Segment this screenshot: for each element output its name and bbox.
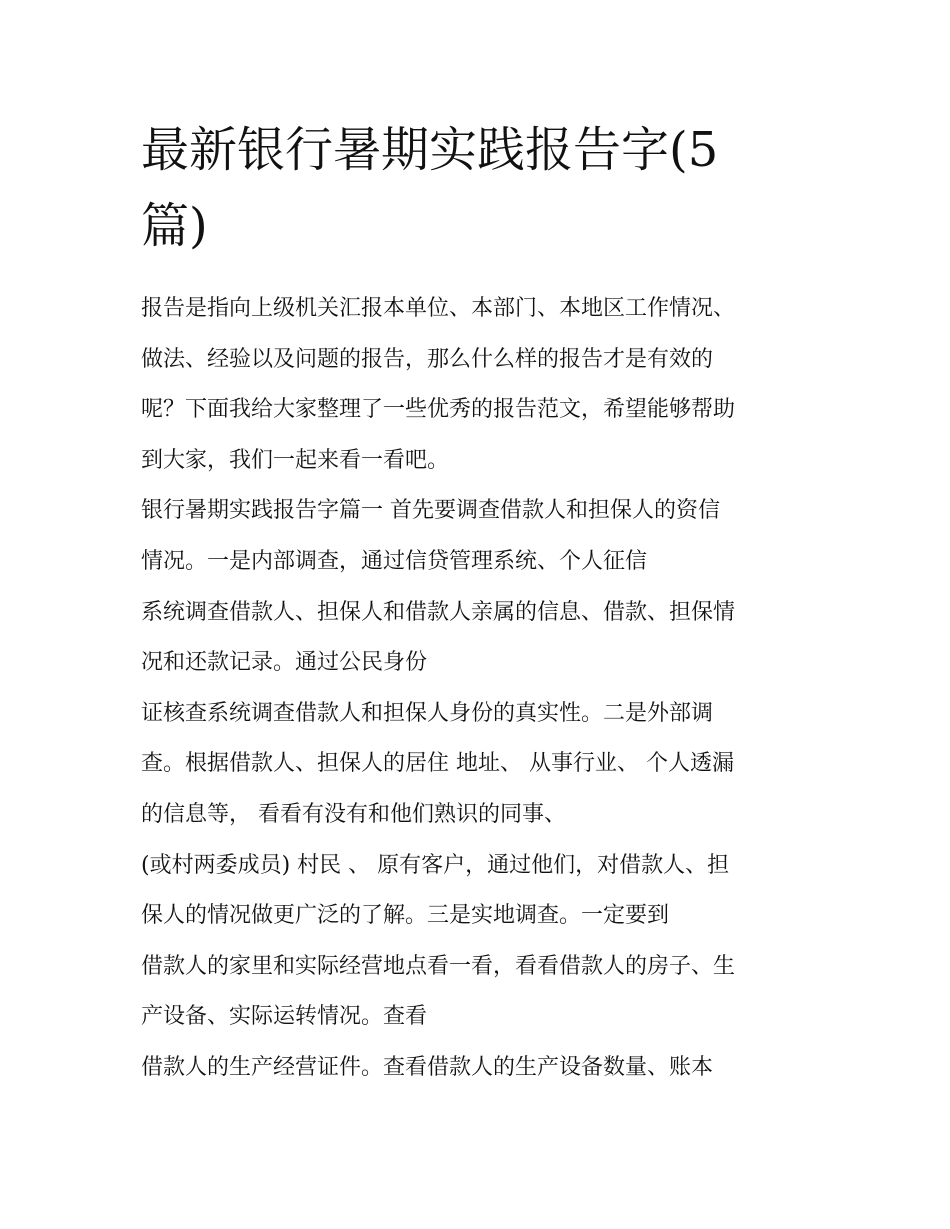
body-line: 报告是指向上级机关汇报本单位、本部门、本地区工作情况、 xyxy=(141,296,736,321)
document-body xyxy=(141,284,821,1094)
body-line: 证核查系统调查借款人和担保人身份的真实性。二是外部调 xyxy=(141,700,714,726)
title-line: 篇) xyxy=(141,198,208,254)
body-line: 查。根据借款人、担保人的居住 地址、 从事行业、 个人透漏 xyxy=(141,751,734,777)
body-line: 借款人的家里和实际经营地点看一看，看看借款人的房子、生 xyxy=(141,953,736,979)
title-line: 最新银行暑期实践报告字(5 xyxy=(141,122,719,178)
body-line: 情况。一是内部调查，通过信贷管理系统、个人征信 xyxy=(141,548,648,574)
body-line: 银行暑期实践报告字篇一 首先要调查借款人和担保人的资信 xyxy=(141,498,720,524)
body-line: 况和还款记录。通过公民身份 xyxy=(141,650,428,676)
body-line: 的信息等， 看看有没有和他们熟识的同事、 xyxy=(141,801,566,827)
body-line: 系统调查借款人、担保人和借款人亲属的信息、借款、担保情 xyxy=(141,599,736,625)
body-line: 借款人的生产经营证件。查看借款人的生产设备数量、账本 xyxy=(141,1054,714,1080)
body-line: 产设备、实际运转情况。查看 xyxy=(141,1004,428,1030)
body-line: 到大家，我们一起来看一看吧。 xyxy=(141,447,450,473)
document-title xyxy=(141,112,761,264)
document-content xyxy=(141,112,821,1094)
body-line: 做法、经验以及问题的报告，那么什么样的报告才是有效的 xyxy=(141,346,714,372)
body-line: 呢？下面我给大家整理了一些优秀的报告范文，希望能够帮助 xyxy=(141,397,736,423)
body-line: (或村两委成员) 村民 、 原有客户，通过他们，对借款人、担 xyxy=(141,852,730,878)
body-line: 保人的情况做更广泛的了解。三是实地调查。一定要到 xyxy=(141,903,670,929)
